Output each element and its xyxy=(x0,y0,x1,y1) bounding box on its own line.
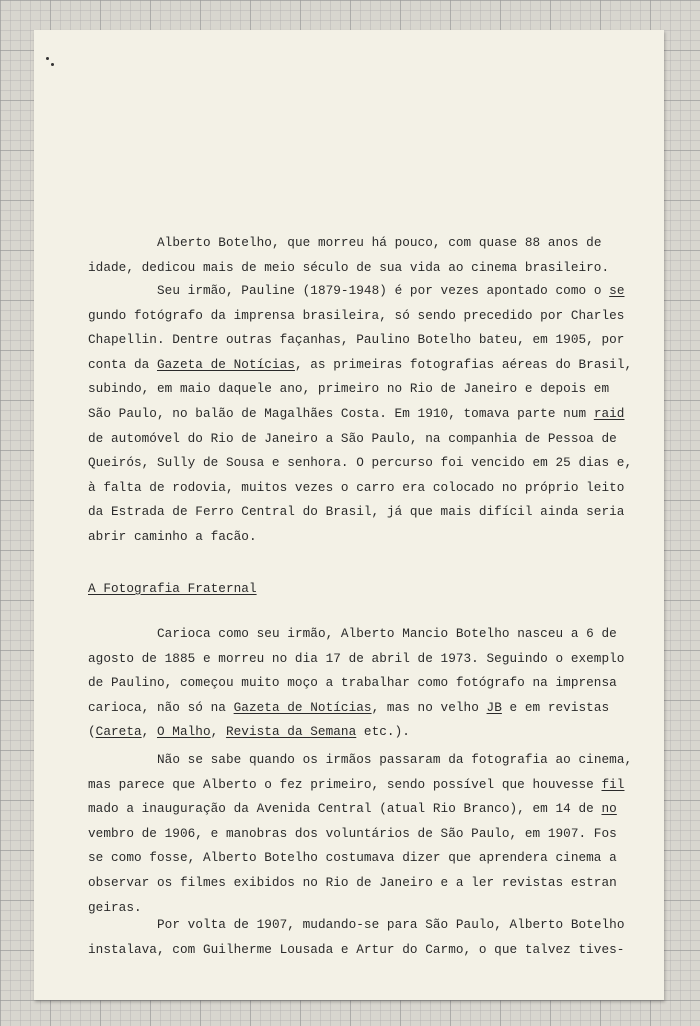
text-run: , xyxy=(210,724,226,740)
text-line xyxy=(88,260,628,275)
text-run: e em revistas xyxy=(501,699,610,715)
text-run: agosto de 1885 e morreu no dia 17 de abril de 1973. Seguindo o exemplo xyxy=(88,650,625,666)
underlined-text: O Malho xyxy=(156,724,211,740)
text-line xyxy=(88,504,628,519)
ink-speck xyxy=(46,57,49,60)
text-line xyxy=(88,675,628,690)
text-run: subindo, em maio daquele ano, primeiro no Rio de Janeiro e depois em xyxy=(88,381,610,397)
underlined-text: Gazeta de Notícias xyxy=(156,356,295,372)
text-run: Alberto Botelho, que morreu há pouco, com quase 88 anos de xyxy=(157,235,602,250)
text-line xyxy=(88,356,633,372)
section-heading xyxy=(88,581,628,596)
text-line xyxy=(88,651,628,666)
ink-speck xyxy=(51,63,54,66)
text-line xyxy=(88,455,633,471)
underlined-text: fil xyxy=(601,776,625,792)
text-line xyxy=(88,529,628,544)
text-line xyxy=(88,917,697,932)
text-line xyxy=(88,875,628,890)
text-line xyxy=(88,942,628,957)
text-run: carioca, não só na xyxy=(88,699,234,715)
underlined-text: JB xyxy=(486,699,502,715)
text-run: Queirós, Sully de Sousa e senhora. O percurso foi vencido em 25 dias e, xyxy=(88,455,633,471)
text-run: ( xyxy=(88,724,96,740)
text-run: , mas no velho xyxy=(371,699,487,715)
text-line xyxy=(88,850,628,865)
underlined-text: Revista da Semana xyxy=(225,724,357,740)
underlined-text: Careta xyxy=(95,724,142,740)
underlined-text: Gazeta de Notícias xyxy=(233,699,372,715)
text-run: de Paulino, começou muito moço a trabalhar como fotógrafo na imprensa xyxy=(88,675,617,691)
text-line xyxy=(88,283,697,298)
text-run: Seu irmão, Pauline (1879-1948) é por vezes apontado como o xyxy=(157,283,610,298)
text-line xyxy=(88,235,697,250)
underlined-text: no xyxy=(601,801,617,817)
text-run: conta da xyxy=(88,356,157,372)
text-run: geiras. xyxy=(88,899,142,915)
text-run: Carioca como seu irmão, Alberto Mancio Botelho nasceu a 6 de xyxy=(157,626,617,641)
underlined-text: se xyxy=(609,283,625,298)
text-line xyxy=(88,700,628,715)
text-run: idade, dedicou mais de meio século de sua vida ao cinema brasileiro. xyxy=(88,259,610,275)
text-run: de automóvel do Rio de Janeiro a São Paulo, na companhia de Pessoa de xyxy=(88,430,617,446)
text-run: etc.). xyxy=(356,724,410,740)
text-run: mado a inauguração da Avenida Central (atual Rio Branco), em 14 de xyxy=(88,801,602,817)
text-run: gundo fotógrafo da imprensa brasileira, só sendo precedido por Charles xyxy=(88,307,625,323)
text-run: Não se sabe quando os irmãos passaram da fotografia ao cinema, xyxy=(157,752,633,767)
text-line xyxy=(88,752,697,767)
underlined-text: raid xyxy=(593,406,625,421)
text-run: São Paulo, no balão de Magalhães Costa. Em 1910, tomava parte num xyxy=(88,406,594,421)
typewritten-page xyxy=(34,30,664,1000)
text-run: da Estrada de Ferro Central do Brasil, já que mais difícil ainda seria xyxy=(88,504,625,520)
text-line xyxy=(88,724,628,739)
text-line xyxy=(88,801,628,816)
section-heading-text: A Fotografia Fraternal xyxy=(88,581,257,596)
text-line xyxy=(88,826,628,841)
text-line xyxy=(88,777,628,792)
text-line xyxy=(88,332,628,347)
text-line xyxy=(88,431,628,446)
text-line xyxy=(88,308,628,323)
text-line xyxy=(88,381,628,396)
text-run: abrir caminho a facão. xyxy=(88,529,257,544)
text-run: mas parece que Alberto o fez primeiro, sendo possível que houvesse xyxy=(88,776,602,792)
text-run: , as primeiras fotografias aéreas do Brasil, xyxy=(294,356,633,372)
text-run: observar os filmes exibidos no Rio de Janeiro e a ler revistas estran xyxy=(88,875,617,890)
text-line xyxy=(88,480,628,495)
text-run: Por volta de 1907, mudando-se para São Paulo, Alberto Botelho xyxy=(157,917,625,932)
text-run: vembro de 1906, e manobras dos voluntários de São Paulo, em 1907. Fos xyxy=(88,825,617,841)
text-run: , xyxy=(141,724,157,740)
text-run: instalava, com Guilherme Lousada e Artur do Carmo, o que talvez tives- xyxy=(88,941,625,957)
text-run: à falta de rodovia, muitos vezes o carro era colocado no próprio leito xyxy=(88,479,625,495)
text-run: se como fosse, Alberto Botelho costumava dizer que aprendera cinema a xyxy=(88,850,617,866)
text-run: Chapellin. Dentre outras façanhas, Paulino Botelho bateu, em 1905, por xyxy=(88,332,625,348)
text-line xyxy=(88,626,697,641)
text-line xyxy=(88,406,628,421)
text-line xyxy=(88,900,628,915)
